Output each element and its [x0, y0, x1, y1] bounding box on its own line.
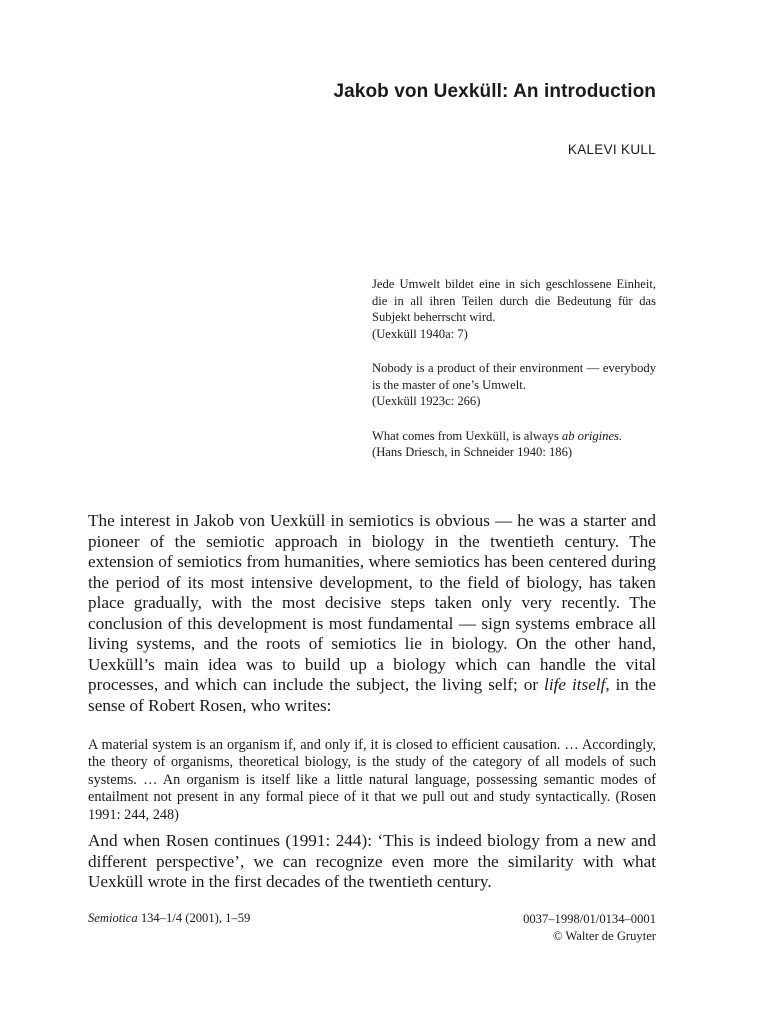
epigraph-1-text: Jede Umwelt bildet eine in sich geschlossene Einheit, die in all ihren Teilen durch die Bedeutung für das Subjekt beherrscht wird. — [372, 277, 656, 324]
epigraph-3-source: (Hans Driesch, in Schneider 1940: 186) — [372, 445, 573, 459]
paragraph-2: And when Rosen continues (1991: 244): ‘This is indeed biology from a new and different perspective’, we can recognize even more the similarity with what Uexküll wrote in the first decades of the twentieth century. — [88, 831, 656, 891]
epigraph-1-source: (Uexküll 1940a: 7) — [372, 326, 468, 341]
paragraph-1-italic: life itself — [544, 675, 606, 694]
paragraph-1-text: The interest in Jakob von Uexküll in semiotics is obvious — he was a starter and pioneer of the semiotic approach in biology in the twentieth century. The extension of semiotics from humanities, where semiotics has been centered during the period of its most intensive development, to the field of biology, has taken place gradually, with the most decisive steps taken only very recently. The conclusion of this development is most fundamental — sign systems embrace all living systems, and the roots of semiotics lie in biology. On the other hand, Uexküll’s main idea was to build up a biology which can handle the vital processes, and which can include the subject, the living self; or — [88, 511, 656, 694]
issn-code: 0037–1998/01/0134–0001 — [523, 912, 656, 926]
journal-citation — [88, 911, 250, 926]
epigraph-1 — [372, 276, 656, 342]
publication-info — [523, 911, 656, 945]
journal-issue: 134–1/4 (2001), 1–59 — [137, 911, 251, 925]
epigraph-3-italic: ab origines. — [561, 428, 623, 443]
epigraph-2 — [372, 360, 656, 410]
paragraph-1-text-end: , in the sense of Robert Rosen, who writes: — [88, 675, 656, 715]
epigraph-3-text: What comes from Uexküll, is always — [372, 428, 559, 443]
block-quote: A material system is an organism if, and only if, it is closed to efficient causation. … Accordingly, the theory of organisms, theoretical biology, is the study of the category of all models of such systems. … An organism is itself like a little natural language, possessing semantic modes of entailment not present in any formal piece of it that we pull out and study syntactically. (Rosen 1991: 244, 248) — [88, 737, 656, 823]
journal-name: Semiotica — [88, 911, 138, 925]
paragraph-1 — [88, 511, 656, 716]
epigraph-2-source: (Uexküll 1923c: 266) — [372, 394, 481, 408]
author-name: KALEVI KULL — [567, 142, 656, 157]
epigraph-3 — [372, 428, 656, 461]
publisher: © Walter de Gruyter — [552, 929, 656, 943]
article-title: Jakob von Uexküll: An introduction — [333, 81, 656, 102]
epigraph-2-text: Nobody is a product of their environment — everybody is the master of one’s Umwelt. — [372, 361, 656, 392]
epigraphs — [372, 276, 656, 479]
